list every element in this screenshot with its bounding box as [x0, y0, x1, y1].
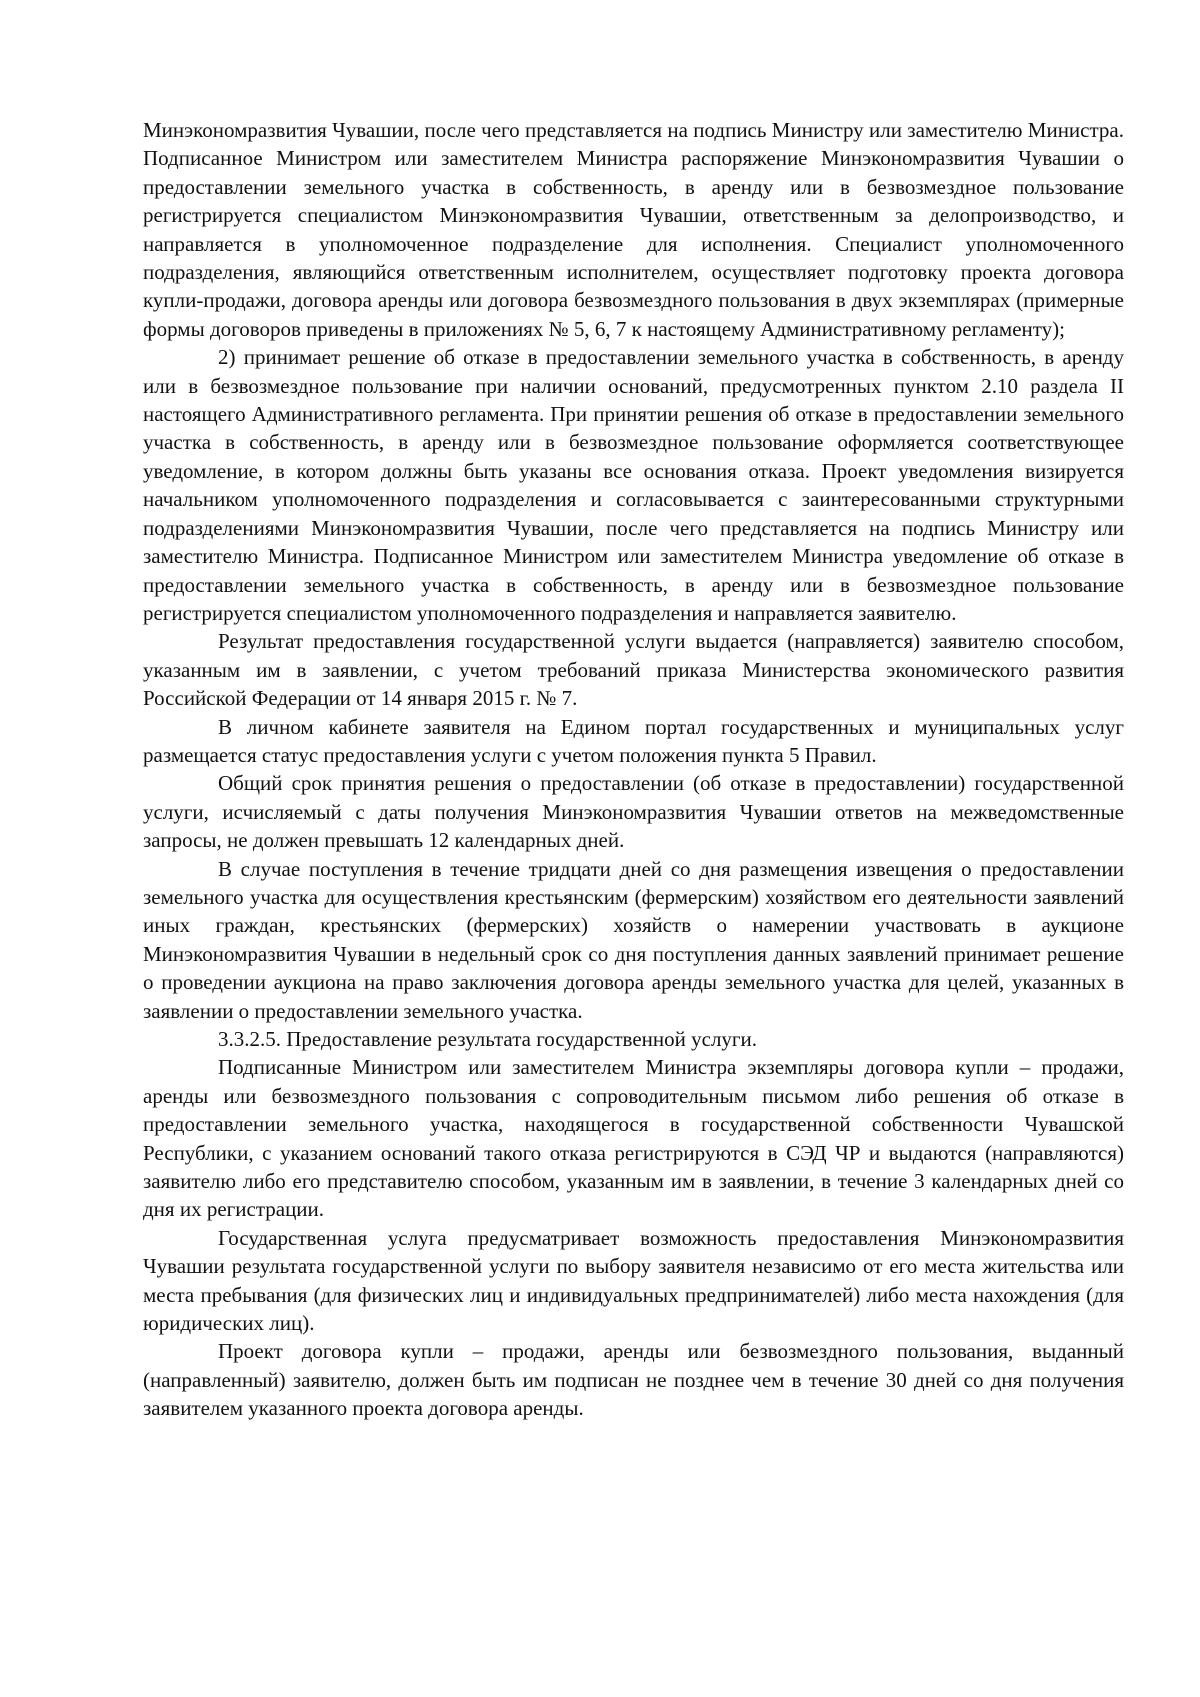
paragraph-9: Государственная услуга предусматривает возможность предоставления Минэкономразвития Чувашии результата государственной услуги по выбору заявителя независимо от его места жительства или места пребывания (для физических лиц и индивидуальных предпринимателей) либо места нахождения (для юридических лиц).: [143, 1225, 1124, 1336]
paragraph-5: Общий срок принятия решения о предоставлении (об отказе в предоставлении) государственной услуги, исчисляемый с даты получения Минэкономразвития Чувашии ответов на межведомственные запросы, не должен превышать 12 календарных дней.: [143, 771, 1124, 853]
paragraph-1: Минэкономразвития Чувашии, после чего представляется на подпись Министру или заместителю Министра. Подписанное Министром или заместителем Министра распоряжение Минэкономразвития Чувашии о предоставлении земельного участка в собственность, в аренду или в безвозмездное пользование регистрируется специалистом Минэкономразвития Чувашии, ответственным за делопроизводство, и направляется в уполномоченное подразделение для исполнения. Специалист уполномоченного подразделения, являющийся ответственным исполнителем, осуществляет подготовку проекта договора купли-продажи, договора аренды или договора безвозмездного пользования в двух экземплярах (примерные формы договоров приведены в приложениях № 5, 6, 7 к настоящему Административному регламенту);: [143, 118, 1124, 341]
paragraph-2: 2) принимает решение об отказе в предоставлении земельного участка в собственность, в аренду или в безвозмездное пользование при наличии оснований, предусмотренных пунктом 2.10 раздела II настоящего Административного регламента. При принятии решения об отказе в предоставлении земельного участка в собственность, в аренду или в безвозмездное пользование оформляется соответствующее уведомление, в котором должны быть указаны все основания отказа. Проект уведомления визируется начальником уполномоченного подразделения и согласовывается с заинтересованными структурными подразделениями Минэкономразвития Чувашии, после чего представляется на подпись Министру или заместителю Министра. Подписанное Министром или заместителем Министра уведомление об отказе в предоставлении земельного участка в собственность, в аренду или в безвозмездное пользование регистрируется специалистом уполномоченного подразделения и направляется заявителю.: [143, 345, 1124, 625]
paragraph-3: Результат предоставления государственной услуги выдается (направляется) заявителю способом, указанным им в заявлении, с учетом требований приказа Министерства экономического развития Российской Федерации от 14 января 2015 г. № 7.: [143, 629, 1124, 711]
paragraph-10: Проект договора купли – продажи, аренды или безвозмездного пользования, выданный (направленный) заявителю, должен быть им подписан не позднее чем в течение 30 дней со дня получения заявителем указанного проекта договора аренды.: [143, 1339, 1124, 1421]
paragraph-4: В личном кабинете заявителя на Едином портал государственных и муниципальных услуг размещается статус предоставления услуги с учетом положения пункта 5 Правил.: [143, 714, 1124, 767]
paragraph-8: Подписанные Министром или заместителем Министра экземпляры договора купли – продажи, аренды или безвозмездного пользования с сопроводительным письмом либо решения об отказе в предоставлении земельного участка, находящегося в государственной собственности Чувашской Республики, с указанием оснований такого отказа регистрируются в СЭД ЧР и выдаются (направляются) заявителю либо его представителю способом, указанным им в заявлении, в течение 3 календарных дней со дня их регистрации.: [143, 1055, 1124, 1222]
paragraph-6: В случае поступления в течение тридцати дней со дня размещения извещения о предоставлении земельного участка для осуществления крестьянским (фермерским) хозяйством его деятельности заявлений иных граждан, крестьянских (фермерских) хозяйств о намерении участвовать в аукционе Минэкономразвития Чувашии в недельный срок со дня поступления данных заявлений принимает решение о проведении аукциона на право заключения договора аренды земельного участка для целей, указанных в заявлении о предоставлении земельного участка.: [143, 856, 1124, 1023]
document-page: [143, 116, 1124, 1423]
section-heading-3-3-2-5: 3.3.2.5. Предоставление результата государственной услуги.: [218, 1027, 758, 1051]
